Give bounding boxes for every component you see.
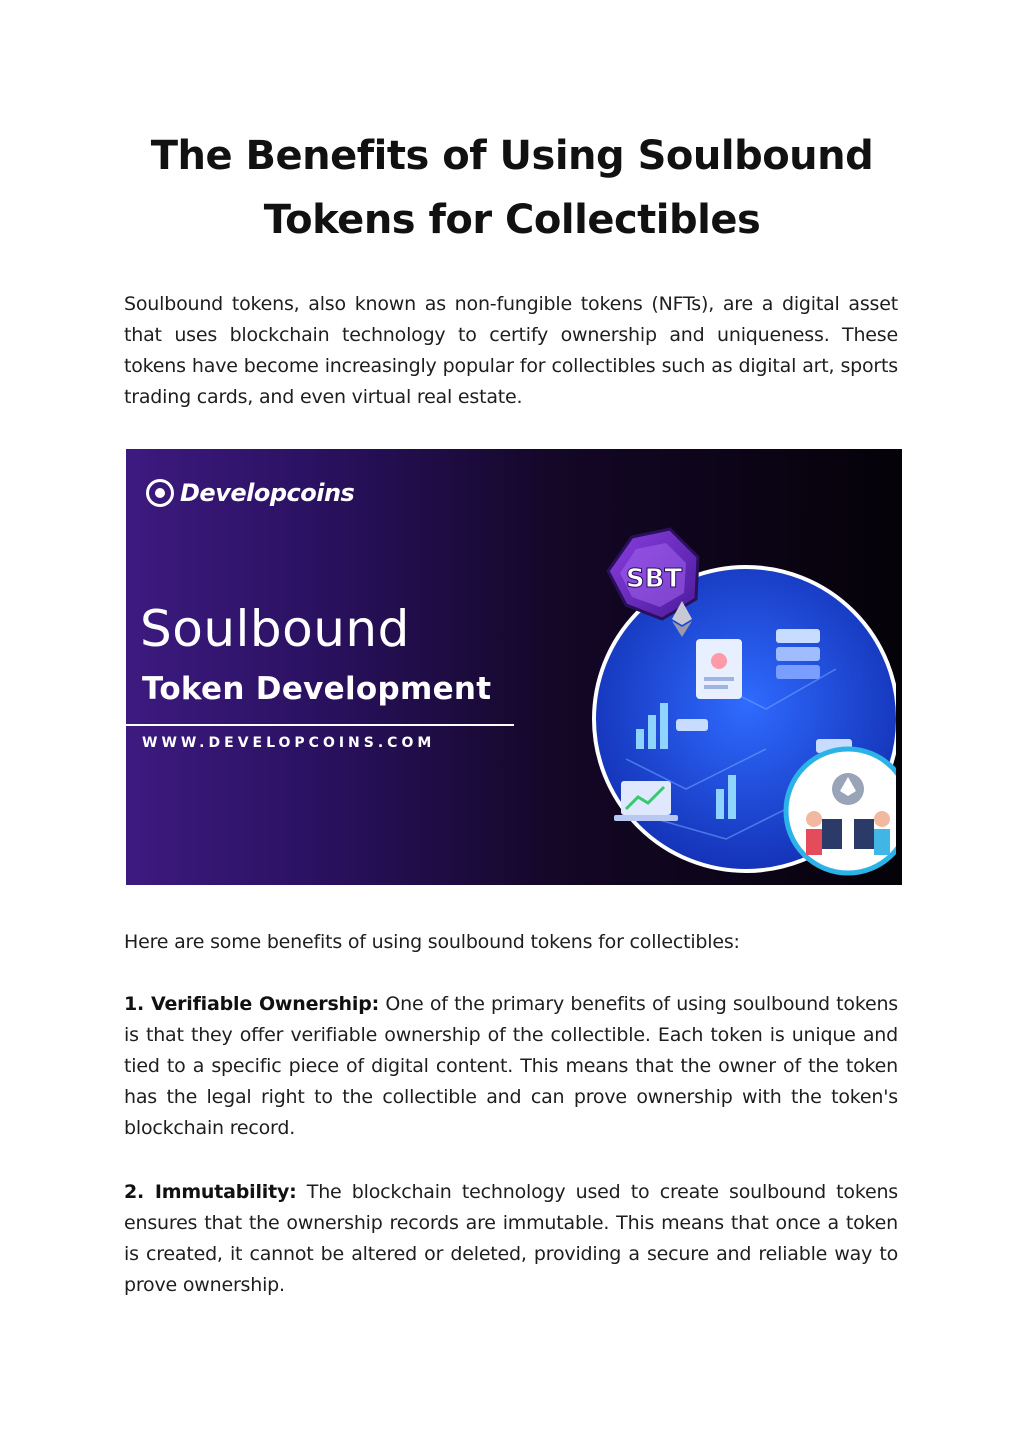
- sbt-badge-label: SBT: [625, 564, 683, 594]
- blockchain-illustration: [566, 519, 896, 879]
- benefit-immutability: [124, 1177, 898, 1301]
- benefit-text: One of the primary benefits of using soulbound tokens is that they offer verifiable ownership of the collectible. Each token is unique and tied to a specific piece of digital content. This means that the owner of the token has the legal right to the collectible and can prove ownership with the token's blockchain record.: [124, 993, 899, 1139]
- banner-image: [126, 449, 902, 885]
- document-icon: [696, 639, 742, 699]
- lead-paragraph: Here are some benefits of using soulbound tokens for collectibles:: [124, 931, 740, 953]
- brand-logo: [146, 479, 354, 507]
- laptop-icon: [614, 781, 678, 821]
- banner-subheading: Token Development: [142, 671, 492, 707]
- coin-logo-icon: [146, 479, 174, 507]
- benefit-text: The blockchain technology used to create soulbound tokens ensures that the ownership records are immutable. This means that once a token is created, it cannot be altered or deleted, providing a secure and reliable way to prove ownership.: [124, 1181, 899, 1296]
- banner-url: WWW.DEVELOPCOINS.COM: [142, 735, 436, 751]
- server-stack-icon: [776, 629, 820, 679]
- benefit-verifiable-ownership: [124, 989, 898, 1144]
- brand-name: Developcoins: [180, 479, 355, 507]
- banner-heading: Soulbound: [140, 600, 410, 658]
- page-title: The Benefits of Using Soulbound Tokens for Collectibles: [150, 133, 874, 243]
- benefit-label: 1. Verifiable Ownership:: [124, 993, 379, 1015]
- benefit-label: 2. Immutability:: [124, 1181, 297, 1203]
- intro-paragraph: Soulbound tokens, also known as non-fungible tokens (NFTs), are a digital asset that uses blockchain technology to certify ownership and uniqueness. These tokens have become increasingly popular for collectibles such as digital art, sports trading cards, and even virtual real estate.: [124, 293, 898, 408]
- team-avatar-icon: [786, 749, 896, 873]
- banner-divider: [126, 724, 514, 726]
